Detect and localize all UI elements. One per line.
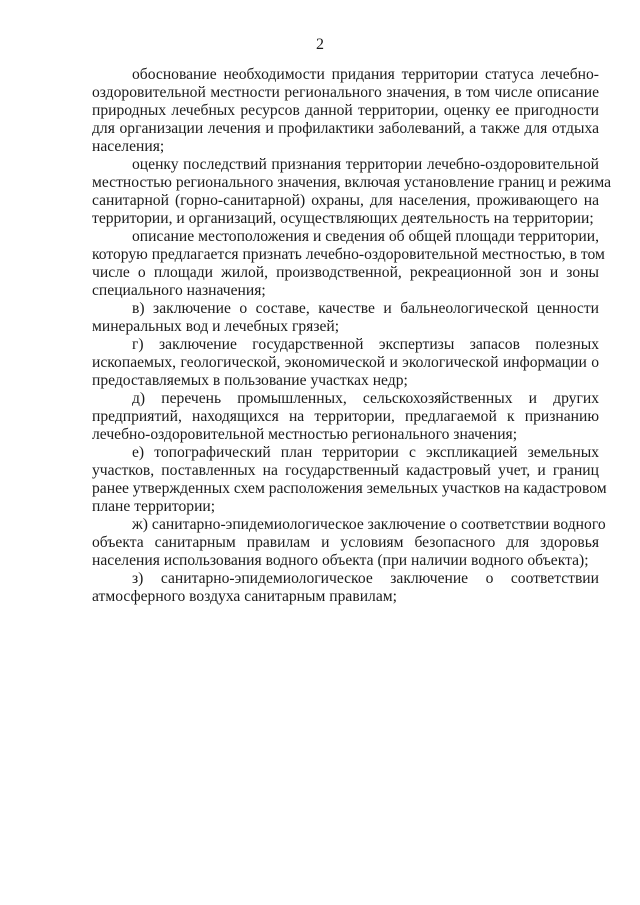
paragraph-line: в) заключение о составе, качестве и бальнеологической ценности	[132, 300, 599, 317]
paragraph-item-e	[92, 444, 607, 516]
paragraph-line: населения использования водного объекта (при наличии водного объекта);	[92, 552, 589, 569]
paragraph-location-description	[92, 228, 605, 300]
paragraph-line: минеральных вод и лечебных грязей;	[92, 318, 340, 335]
paragraph-item-d	[92, 390, 599, 444]
paragraph-line: ископаемых, геологической, экономической и экологической информации о	[92, 354, 599, 371]
paragraph-item-zh	[92, 516, 606, 570]
paragraph-line: оздоровительной местности регионального значения, в том числе описание	[92, 84, 599, 101]
paragraph-line: территории, и организаций, осуществляющих деятельность на территории;	[92, 210, 594, 227]
paragraph-item-g	[92, 336, 599, 390]
paragraph-line: плане территории;	[92, 498, 216, 515]
paragraph-justification	[92, 66, 599, 156]
paragraph-line: участков, поставленных на государственный кадастровый учет, и границ	[92, 462, 599, 479]
paragraph-line: объекта санитарным правилам и условиям безопасного для здоровья	[92, 534, 599, 551]
paragraph-line: е) топографический план территории с экспликацией земельных	[132, 444, 599, 461]
paragraph-line: ранее утвержденных схем расположения земельных участков на кадастровом	[92, 480, 607, 497]
paragraph-item-z	[92, 570, 599, 606]
paragraph-line: предприятий, находящихся на территории, предлагаемой к признанию	[92, 408, 599, 425]
paragraph-line: санитарной (горно-санитарной) охраны, для населения, проживающего на	[92, 192, 599, 209]
paragraph-line: описание местоположения и сведения об общей площади территории,	[132, 228, 599, 245]
paragraph-line: обоснование необходимости придания территории статуса лечебно-	[132, 66, 599, 83]
paragraph-line: ж) санитарно-эпидемиологическое заключение о соответствии водного	[132, 516, 606, 533]
paragraph-line: д) перечень промышленных, сельскохозяйственных и других	[132, 390, 599, 407]
paragraph-line: з) санитарно-эпидемиологическое заключение о соответствии	[132, 570, 599, 587]
paragraph-line: г) заключение государственной экспертизы запасов полезных	[132, 336, 599, 353]
paragraph-line: населения;	[92, 138, 165, 155]
paragraph-impact-assessment	[92, 156, 612, 228]
paragraph-line: местностью регионального значения, включая установление границ и режима	[92, 174, 612, 191]
paragraph-line: оценку последствий признания территории лечебно-оздоровительной	[132, 156, 599, 173]
paragraph-line: специального назначения;	[92, 282, 266, 299]
paragraph-line: природных лечебных ресурсов данной территории, оценку ее пригодности	[92, 102, 599, 119]
paragraph-line: которую предлагается признать лечебно-оздоровительной местностью, в том	[92, 246, 605, 263]
page-number: 2	[316, 36, 324, 53]
paragraph-line: числе о площади жилой, производственной, рекреационной зон и зоны	[92, 264, 599, 281]
paragraph-line: лечебно-оздоровительной местностью регионального значения;	[92, 426, 518, 443]
paragraph-line: атмосферного воздуха санитарным правилам;	[92, 588, 397, 605]
paragraph-line: предоставляемых в пользование участках недр;	[92, 372, 408, 389]
paragraph-line: для организации лечения и профилактики заболеваний, а также для отдыха	[92, 120, 599, 137]
document-body	[92, 66, 612, 606]
paragraph-item-v	[92, 300, 599, 336]
